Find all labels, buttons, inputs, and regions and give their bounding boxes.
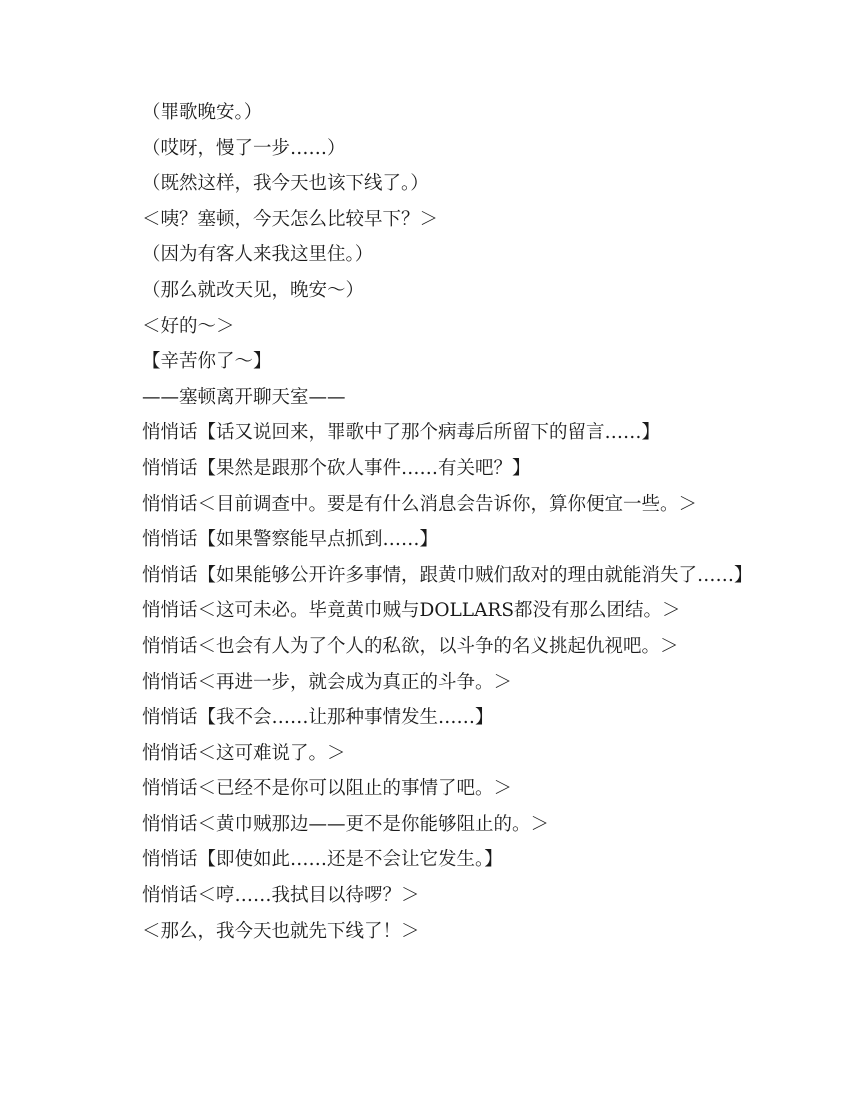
text-line: （那么就改天见，晚安～）: [142, 279, 365, 301]
text-line: 悄悄话＜也会有人为了个人的私欲，以斗争的名义挑起仇视吧。＞: [142, 635, 679, 657]
text-line: （哎呀，慢了一步……）: [142, 137, 346, 159]
text-line: 悄悄话【如果警察能早点抓到……】: [142, 529, 439, 551]
text-line: ——塞顿离开聊天室——: [142, 386, 346, 408]
text-line: 悄悄话【如果能够公开许多事情，跟黄巾贼们敌对的理由就能消失了……】: [142, 564, 753, 586]
text-line: ＜咦？塞顿，今天怎么比较早下？＞: [142, 208, 439, 230]
text-line: 悄悄话＜黄巾贼那边——更不是你能够阻止的。＞: [142, 813, 550, 835]
text-line: 悄悄话【即使如此……还是不会让它发生。】: [142, 849, 503, 871]
text-line: 悄悄话＜再进一步，就会成为真正的斗争。＞: [142, 671, 513, 693]
text-line: （既然这样，我今天也该下线了。）: [142, 173, 429, 195]
text-line: 悄悄话＜这可未必。毕竟黄巾贼与DOLLARS都没有那么团结。＞: [142, 600, 681, 622]
text-line: （因为有客人来我这里住。）: [142, 244, 374, 266]
text-line: 【辛苦你了～】: [142, 351, 272, 373]
text-line: 悄悄话＜目前调查中。要是有什么消息会告诉你，算你便宜一些。＞: [142, 493, 698, 515]
text-line: （罪歌晚安。）: [142, 102, 263, 123]
text-line: 悄悄话＜哼……我拭目以待啰？＞: [142, 885, 420, 907]
text-line: ＜好的～＞: [142, 315, 235, 337]
text-line: 悄悄话＜已经不是你可以阻止的事情了吧。＞: [142, 778, 513, 800]
document-page: [102, 95, 752, 949]
text-line: ＜那么，我今天也就先下线了！＞: [142, 920, 420, 942]
text-line: 悄悄话【我不会……让那种事情发生……】: [142, 707, 494, 729]
text-line: 悄悄话【话又说回来，罪歌中了那个病毒后所留下的留言……】: [142, 422, 661, 444]
text-line: 悄悄话【果然是跟那个砍人事件……有关吧？】: [142, 457, 531, 479]
text-line: 悄悄话＜这可难说了。＞: [142, 742, 346, 764]
